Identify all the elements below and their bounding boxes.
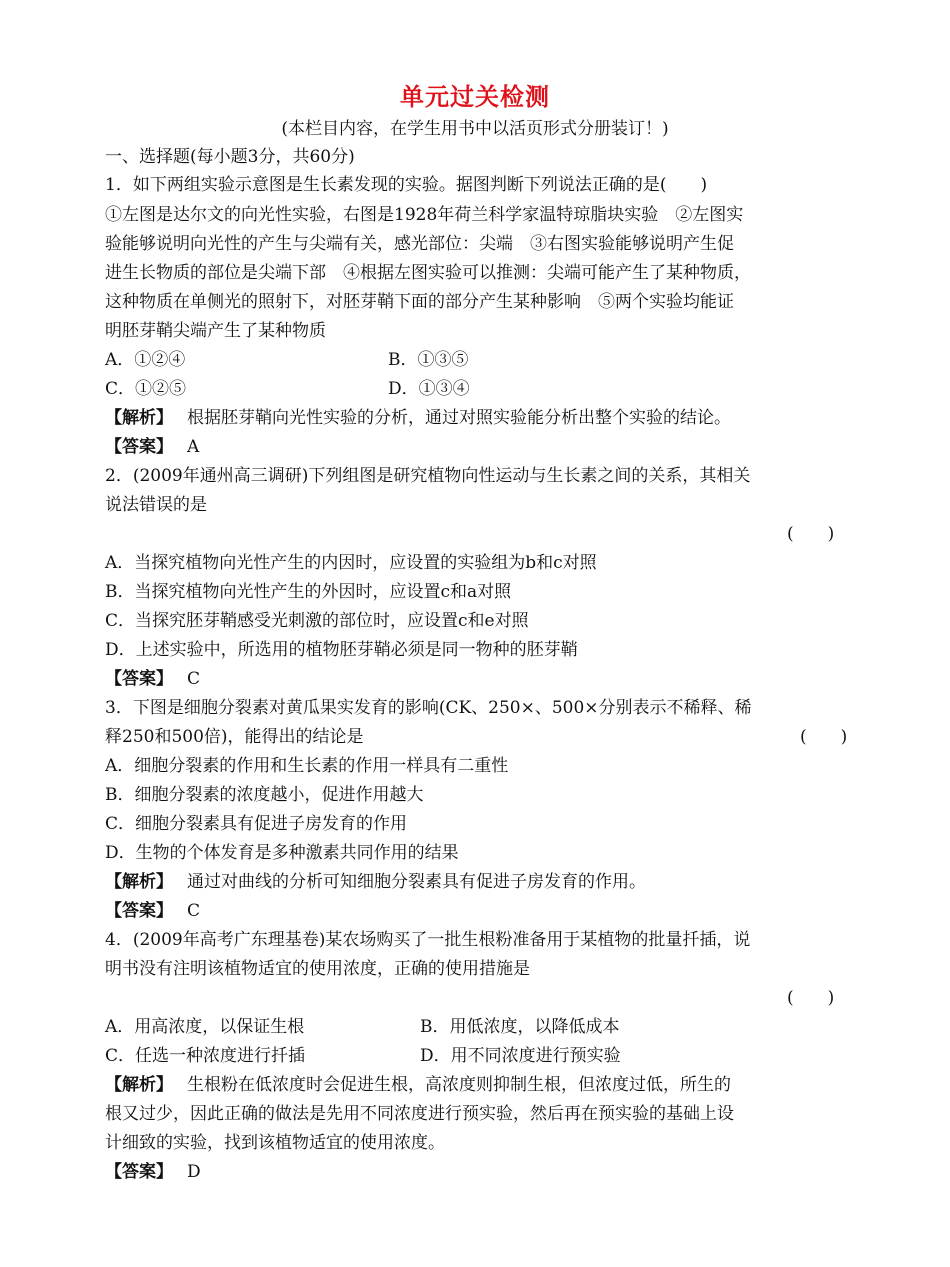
q2-line1: 2．(2009年通州高三调研)下列组图是研究植物向性运动与生长素之间的关系，其相关 bbox=[105, 466, 751, 486]
q4-option-d: D．用不同浓度进行预实验 bbox=[420, 1046, 621, 1066]
q3-option-b: B．细胞分裂素的浓度越小，促进作用越大 bbox=[105, 785, 424, 805]
analysis-label: 【解析】 bbox=[105, 408, 173, 428]
q1-line5: 这种物质在单侧光的照射下，对胚芽鞘下面的部分产生某种影响 ⑤两个实验均能证 bbox=[105, 292, 734, 312]
section-heading: 一、选择题(每小题3分，共60分) bbox=[105, 147, 355, 167]
q1-answer bbox=[105, 433, 199, 461]
q2-line2: 说法错误的是 bbox=[105, 495, 207, 515]
answer-value: C bbox=[187, 901, 201, 921]
answer-value: A bbox=[187, 437, 200, 457]
q2-option-b: B．当探究植物向光性产生的外因时，应设置c和a对照 bbox=[105, 582, 512, 602]
analysis-label: 【解析】 bbox=[105, 872, 173, 892]
q4-analysis-line3: 计细致的实验，找到该植物适宜的使用浓度。 bbox=[105, 1133, 445, 1153]
q2-answer bbox=[105, 665, 200, 693]
q1-line4: 进生长物质的部位是尖端下部 ④根据左图实验可以推测：尖端可能产生了某种物质， bbox=[105, 263, 751, 283]
analysis-text: 通过对曲线的分析可知细胞分裂素具有促进子房发育的作用。 bbox=[187, 872, 646, 892]
answer-label: 【答案】 bbox=[105, 437, 173, 457]
q3-line2: 释250和500倍)，能得出的结论是 bbox=[105, 727, 364, 747]
q4-option-c: C．任选一种浓度进行扦插 bbox=[105, 1046, 306, 1066]
q4-answer bbox=[105, 1158, 201, 1186]
q3-line1: 3．下图是细胞分裂素对黄瓜果实发育的影响(CK、250×、500×分别表示不稀释、稀 bbox=[105, 698, 752, 718]
q2-option-a: A．当探究植物向光性产生的内因时，应设置的实验组为b和c对照 bbox=[105, 553, 597, 573]
q4-option-a: A．用高浓度，以保证生根 bbox=[105, 1017, 305, 1037]
q3-answer bbox=[105, 897, 200, 925]
analysis-text: 生根粉在低浓度时会促进生根，高浓度则抑制生根，但浓度过低，所生的 bbox=[187, 1075, 731, 1095]
analysis-text: 根据胚芽鞘向光性实验的分析，通过对照实验能分析出整个实验的结论。 bbox=[187, 408, 731, 428]
q1-line2: ①左图是达尔文的向光性实验，右图是1928年荷兰科学家温特琼脂块实验 ②左图实 bbox=[105, 205, 744, 225]
q1-option-c: C．①②⑤ bbox=[105, 379, 187, 399]
q2-option-c: C．当探究胚芽鞘感受光刺激的部位时，应设置c和e对照 bbox=[105, 611, 529, 631]
q1-stem: 1．如下两组实验示意图是生长素发现的实验。据图判断下列说法正确的是( ) bbox=[105, 175, 708, 195]
analysis-label: 【解析】 bbox=[105, 1075, 173, 1095]
page-subtitle: (本栏目内容，在学生用书中以活页形式分册装订！) bbox=[281, 119, 669, 139]
q4-answer-blank: ( ) bbox=[787, 988, 835, 1008]
q4-analysis-line1 bbox=[105, 1071, 731, 1099]
q1-option-d: D．①③④ bbox=[388, 379, 470, 399]
q4-option-b: B．用低浓度，以降低成本 bbox=[420, 1017, 620, 1037]
answer-value: D bbox=[187, 1162, 201, 1182]
q1-line3: 验能够说明向光性的产生与尖端有关，感光部位：尖端 ③右图实验能够说明产生促 bbox=[105, 234, 734, 254]
answer-label: 【答案】 bbox=[105, 901, 173, 921]
answer-value: C bbox=[187, 669, 201, 689]
q1-analysis bbox=[105, 404, 731, 432]
q4-line1: 4．(2009年高考广东理基卷)某农场购买了一批生根粉准备用于某植物的批量扦插，说 bbox=[105, 930, 751, 950]
answer-label: 【答案】 bbox=[105, 669, 173, 689]
q3-answer-blank: ( ) bbox=[800, 727, 848, 747]
q4-analysis-line2: 根又过少，因此正确的做法是先用不同浓度进行预实验，然后再在预实验的基础上设 bbox=[105, 1104, 734, 1124]
q3-option-a: A．细胞分裂素的作用和生长素的作用一样具有二重性 bbox=[105, 756, 509, 776]
q4-line2: 明书没有注明该植物适宜的使用浓度，正确的使用措施是 bbox=[105, 959, 530, 979]
page-title: 单元过关检测 bbox=[400, 82, 550, 111]
q3-option-d: D．生物的个体发育是多种激素共同作用的结果 bbox=[105, 843, 459, 863]
q2-answer-blank: ( ) bbox=[787, 524, 835, 544]
q1-option-a: A．①②④ bbox=[105, 350, 186, 370]
q1-line6: 明胚芽鞘尖端产生了某种物质 bbox=[105, 321, 326, 341]
answer-label: 【答案】 bbox=[105, 1162, 173, 1182]
q3-option-c: C．细胞分裂素具有促进子房发育的作用 bbox=[105, 814, 408, 834]
q2-option-d: D．上述实验中，所选用的植物胚芽鞘必须是同一物种的胚芽鞘 bbox=[105, 640, 578, 660]
q3-analysis bbox=[105, 868, 646, 896]
q1-option-b: B．①③⑤ bbox=[388, 350, 469, 370]
